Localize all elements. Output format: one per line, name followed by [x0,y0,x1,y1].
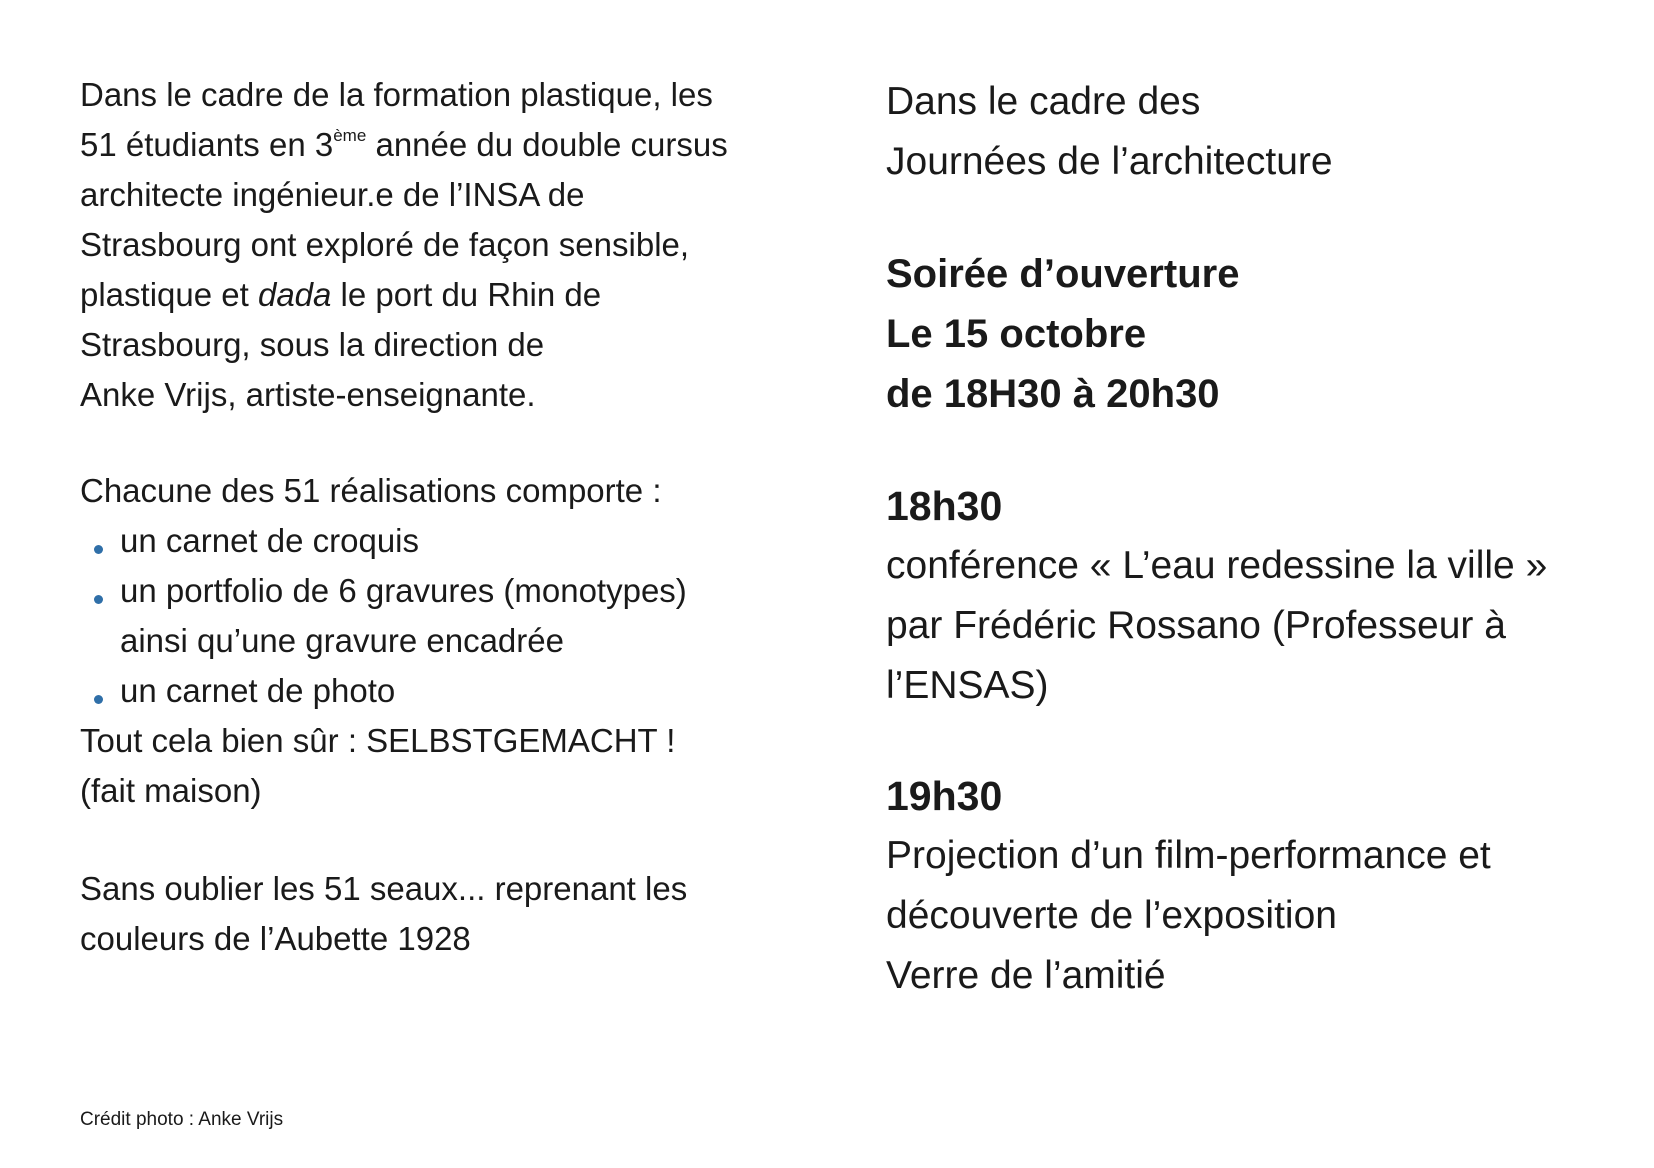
event-line: l’ENSAS) [886,664,1049,707]
evening-title: Soirée d’ouverture [886,252,1240,296]
context-line: Dans le cadre des [886,80,1201,123]
event-time: 19h30 [886,773,1003,819]
left-column [80,70,740,964]
context-line: Journées de l’architecture [886,140,1333,183]
intro-paragraph [80,70,740,420]
ordinal-superscript: ème [333,126,367,145]
right-column [886,72,1626,1006]
list-item: un carnet de photo [80,666,740,716]
evening-date: Le 15 octobre [886,312,1147,356]
intro-text-part3: le port du Rhin de Strasbourg, sous la direction de [80,276,602,363]
event-time: 18h30 [886,483,1003,529]
evening-hours: de 18H30 à 20h30 [886,372,1220,416]
event-line: par Frédéric Rossano (Professeur à [886,604,1506,647]
event-line: découverte de l’exposition [886,894,1337,937]
event-line: Verre de l’amitié [886,954,1166,997]
intro-italic-dada: dada [257,276,332,313]
list-item: un carnet de croquis [80,516,740,566]
buckets-paragraph: Sans oublier les 51 seaux... reprenant les couleurs de l’Aubette 1928 [80,870,688,957]
intro-last-line: Anke Vrijs, artiste-enseignante. [80,376,536,413]
list-heading: Chacune des 51 réalisations comporte : [80,472,662,509]
event-block [886,476,1626,716]
realisations-list [80,516,740,716]
intro-text-part1: Dans le cadre de la formation plastique, les 51 étudiants en 3 [80,76,713,163]
event-block [886,766,1626,1006]
list-item: un portfolio de 6 gravures (monotypes) ainsi qu’une gravure encadrée [80,566,740,666]
intro-text-part2: année du double cursus architecte ingénieur.e de l’INSA de Strasbourg ont exploré de façon sensible, plastique et [80,126,728,313]
homemade-line: Tout cela bien sûr : SELBSTGEMACHT ! [80,722,676,759]
event-line: Projection d’un film-performance et [886,834,1491,877]
event-line: conférence « L’eau redessine la ville » [886,544,1548,587]
homemade-translation: (fait maison) [80,772,262,809]
photo-credit: Crédit photo : Anke Vrijs [80,1109,284,1130]
